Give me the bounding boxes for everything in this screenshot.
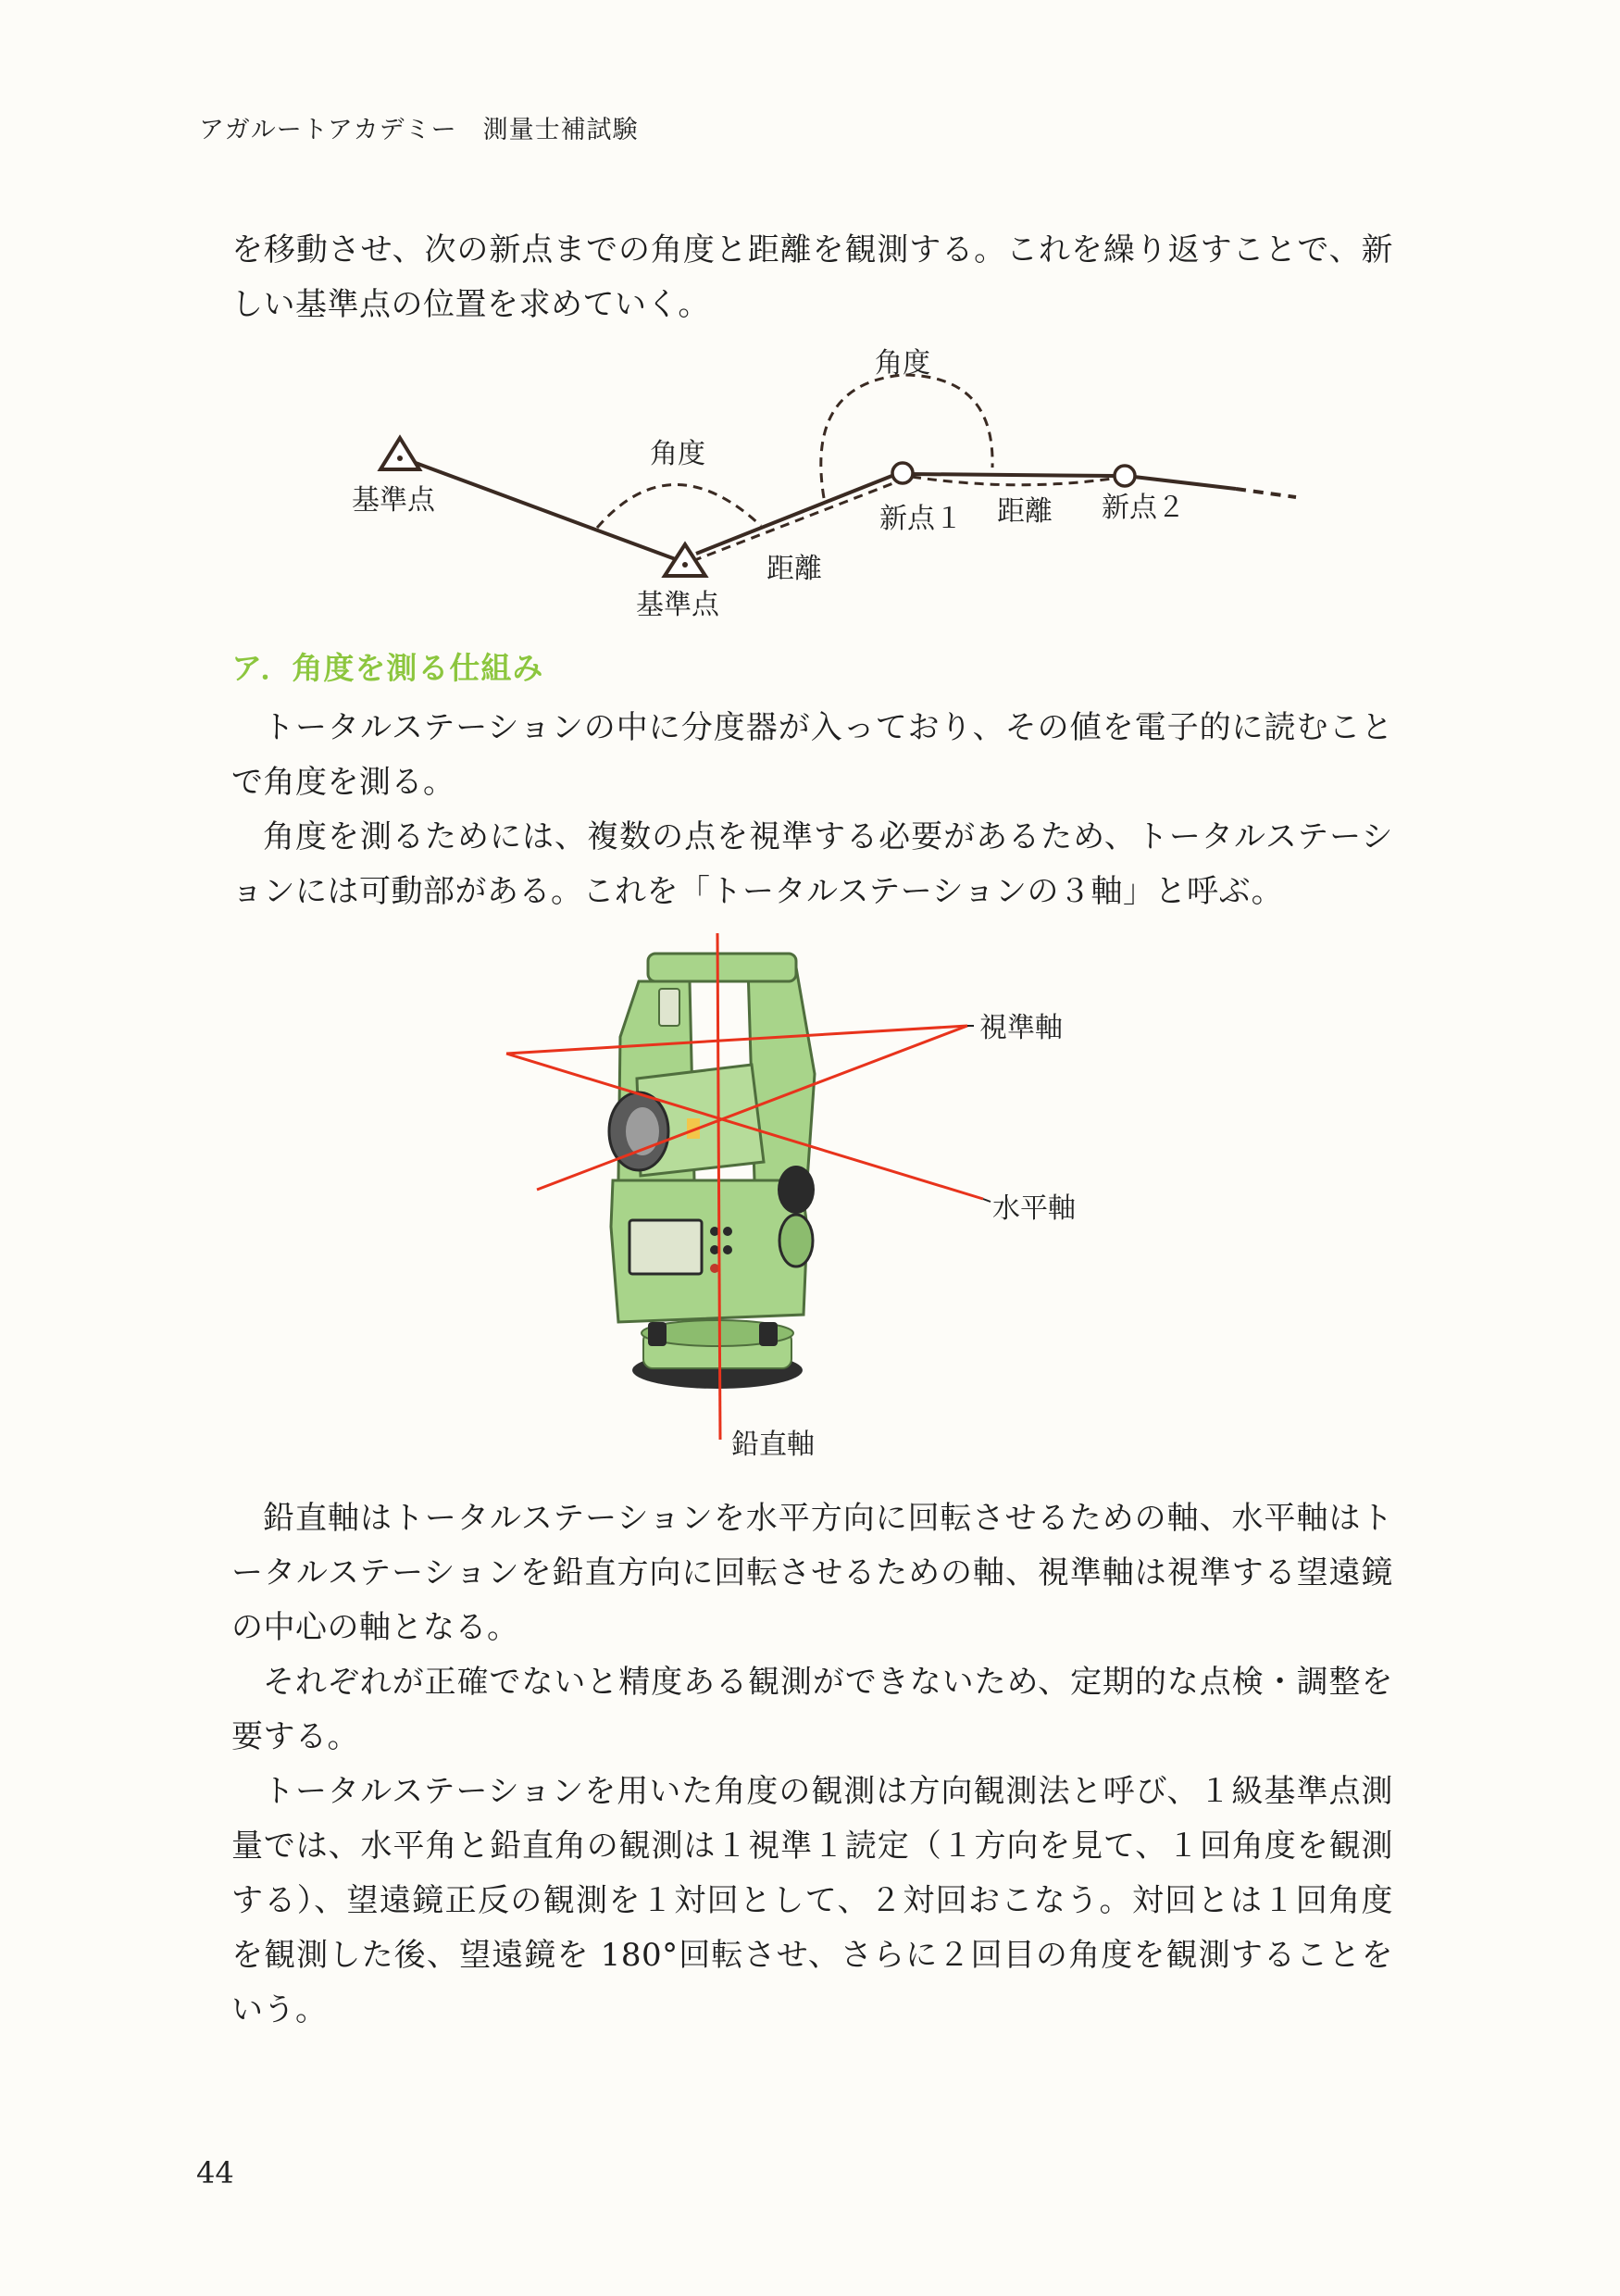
- body-paragraph-3: トータルステーションを用いた角度の観測は方向観測法と呼び、１級基準点測量では、水平角と鉛直角の観測は１視準１読定（１方向を見て、１回角度を観測する）、望遠鏡正反の観測を１対回として、２対回おこなう。対回とは１回角度を観測した後、望遠鏡を 180°回転させ、さらに２回目の角度を観測することをいう。: [231, 1773, 1393, 2028]
- label-horizontal-axis: 水平軸: [992, 1192, 1076, 1225]
- label-new-point-2: 新点２: [1102, 492, 1185, 524]
- label-new-point-1: 新点１: [879, 503, 963, 535]
- keypad-button-2: [723, 1227, 732, 1236]
- handle-window: [659, 989, 679, 1026]
- section-paragraph-1: トータルステーションの中に分度器が入っており、その値を電子的に読むことで角度を測る。: [231, 709, 1393, 801]
- intro-paragraph: を移動させ、次の新点までの角度と距離を観測する。これを繰り返すことで、新しい基準点の位置を求めていく。: [231, 231, 1393, 323]
- leader-horizontal: [983, 1199, 991, 1202]
- side-knob: [779, 1215, 813, 1267]
- section-heading: ア．角度を測る仕組み: [231, 650, 544, 686]
- body-paragraph-1: 鉛直軸はトータルステーションを水平方向に回転させるための軸、水平軸はトータルステーションを鉛直方向に回転させるための軸、視準軸は視準する望遠鏡の中心の軸となる。: [231, 1500, 1393, 1646]
- display-screen: [629, 1220, 702, 1274]
- label-collimation-axis: 視準軸: [979, 1012, 1063, 1044]
- page-number: 44: [196, 2155, 234, 2190]
- label-vertical-axis: 鉛直軸: [731, 1429, 815, 1461]
- label-distance-2: 距離: [997, 495, 1053, 528]
- running-header: アガルートアカデミー 測量士補試験: [199, 116, 639, 144]
- tangent-knob: [778, 1166, 815, 1214]
- base-knob-left: [648, 1322, 667, 1346]
- section-paragraph-2: 角度を測るためには、複数の点を視準する必要があるため、トータルステーションには可動部がある。これを「トータルステーションの３軸」と呼ぶ。: [231, 818, 1393, 910]
- label-distance-1: 距離: [766, 553, 822, 585]
- body-paragraph-2: それぞれが正確でないと精度ある観測ができないため、定期的な点検・調整を要する。: [231, 1664, 1393, 1755]
- label-angle-2: 角度: [875, 347, 930, 380]
- label-reference-point-left: 基準点: [352, 484, 435, 517]
- label-reference-point-center: 基準点: [636, 589, 719, 621]
- carry-handle: [648, 954, 796, 981]
- keypad-button-4: [723, 1245, 732, 1254]
- label-angle-1: 角度: [650, 438, 705, 470]
- collimation-axis-line: [506, 1026, 967, 1054]
- base-knob-right: [759, 1322, 778, 1346]
